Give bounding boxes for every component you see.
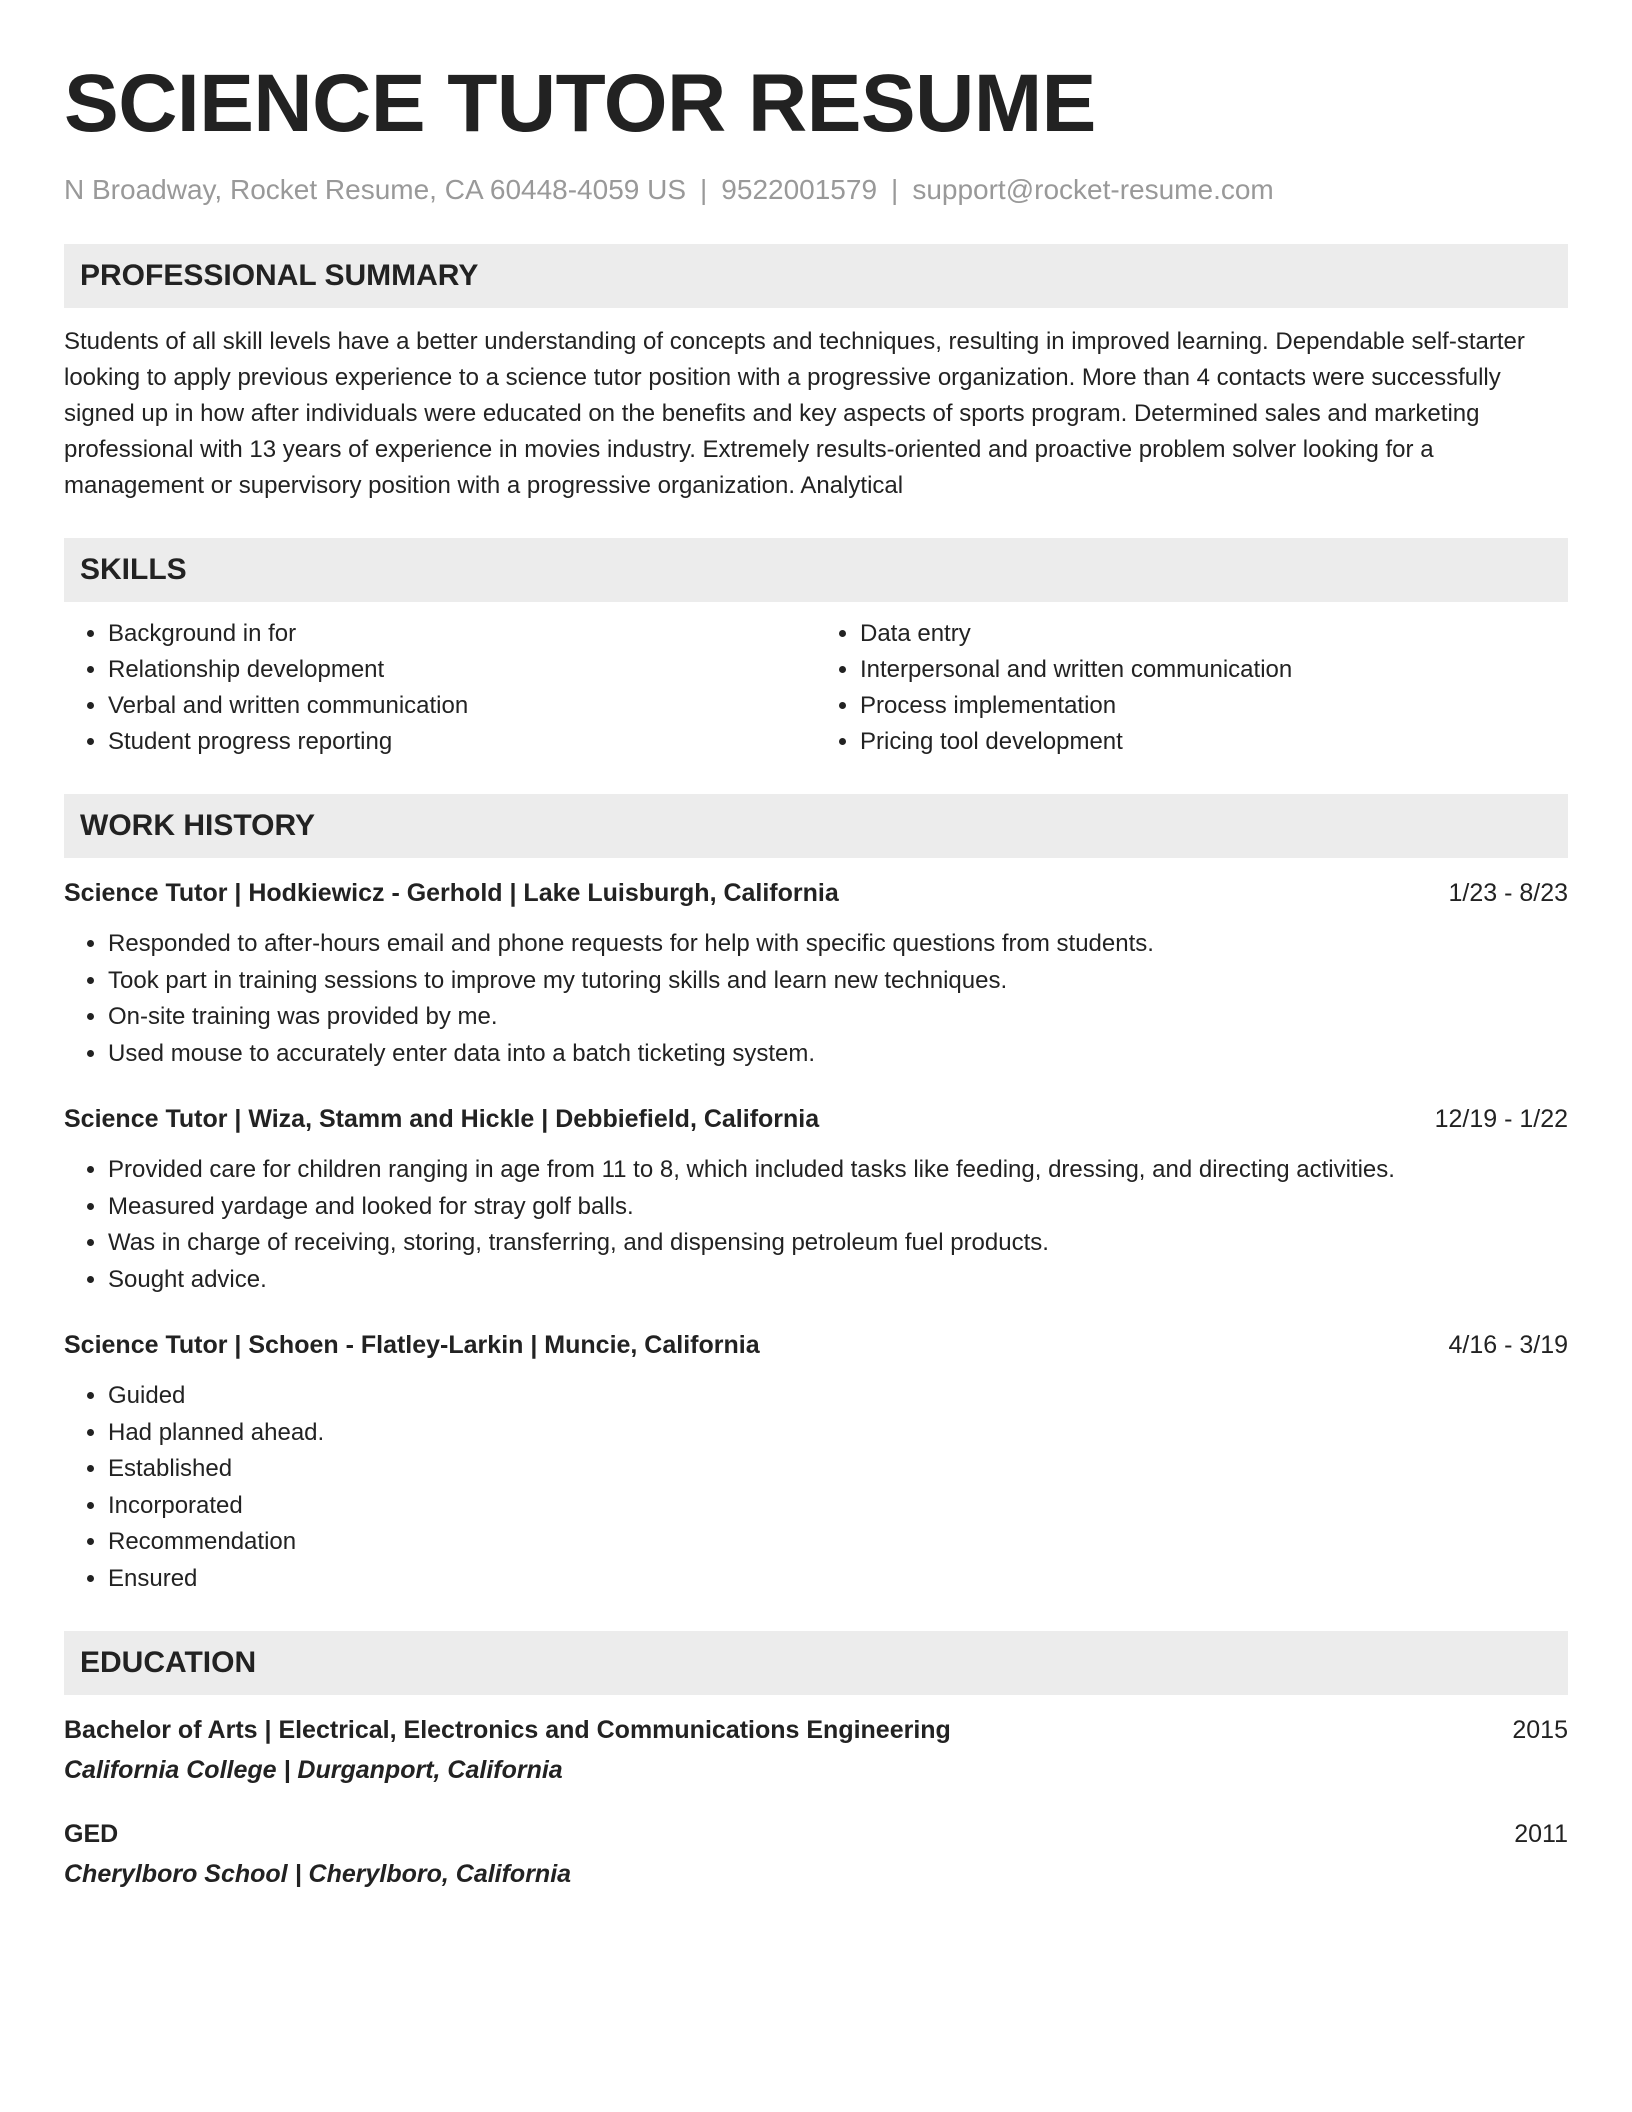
job-heading-row <box>64 876 1568 910</box>
section-header-work-history: WORK HISTORY <box>64 794 1568 858</box>
job-bullet: • Ensured <box>108 1561 1568 1598</box>
skill-item: • Verbal and written communication <box>108 688 816 724</box>
job-title: Science Tutor | Wiza, Stamm and Hickle | Debbiefield, California <box>64 1105 820 1133</box>
job-bullet: • On-site training was provided by me. <box>108 999 1568 1036</box>
job-bullet: • Guided <box>108 1378 1568 1415</box>
job-entry <box>64 1102 1568 1298</box>
job-dates: 12/19 - 1/22 <box>1434 1105 1568 1133</box>
skill-item: • Data entry <box>860 616 1568 652</box>
contact-email[interactable]: support@rocket-resume.com <box>912 174 1274 205</box>
job-bullet: • Was in charge of receiving, storing, transferring, and dispensing petroleum fuel products. <box>108 1225 1568 1262</box>
education-degree: Bachelor of Arts | Electrical, Electronics and Communications Engineering <box>64 1716 951 1744</box>
education-entry <box>64 1817 1568 1891</box>
skill-item: • Relationship development <box>108 652 816 688</box>
education-section <box>64 1631 1568 1891</box>
section-header-education: EDUCATION <box>64 1631 1568 1695</box>
resume-page <box>64 58 1568 1891</box>
education-degree: GED <box>64 1820 119 1848</box>
job-bullet: • Took part in training sessions to improve my tutoring skills and learn new techniques. <box>108 963 1568 1000</box>
education-school: Cherylboro School | Cherylboro, California <box>64 1860 572 1888</box>
job-bullet: • Sought advice. <box>108 1262 1568 1299</box>
job-bullet: • Provided care for children ranging in age from 11 to 8, which included tasks like feeding, dressing, and directing activities. <box>108 1152 1568 1189</box>
skill-item: • Process implementation <box>860 688 1568 724</box>
contact-address: N Broadway, Rocket Resume, CA 60448-4059 US <box>64 174 687 205</box>
contact-separator: | <box>891 174 899 205</box>
education-entry <box>64 1713 1568 1787</box>
job-bullet: • Incorporated <box>108 1488 1568 1525</box>
job-bullets <box>64 926 1568 1072</box>
skill-item: • Pricing tool development <box>860 724 1568 760</box>
job-title: Science Tutor | Schoen - Flatley-Larkin | Muncie, California <box>64 1331 760 1359</box>
skills-section <box>64 538 1568 760</box>
job-bullet: • Had planned ahead. <box>108 1415 1568 1452</box>
job-bullets <box>64 1152 1568 1298</box>
skills-list-right <box>816 616 1568 760</box>
skill-item: • Student progress reporting <box>108 724 816 760</box>
job-dates: 1/23 - 8/23 <box>1448 879 1568 907</box>
section-header-skills: SKILLS <box>64 538 1568 602</box>
job-dates: 4/16 - 3/19 <box>1448 1331 1568 1359</box>
skills-list-left <box>64 616 816 760</box>
job-bullets <box>64 1378 1568 1597</box>
contact-line <box>64 172 1568 208</box>
skills-columns <box>64 616 1568 760</box>
education-heading-row <box>64 1817 1568 1851</box>
education-year: 2015 <box>1512 1716 1568 1744</box>
skill-item: • Background in for <box>108 616 816 652</box>
job-title: Science Tutor | Hodkiewicz - Gerhold | Lake Luisburgh, California <box>64 879 839 907</box>
education-school: California College | Durganport, California <box>64 1756 563 1784</box>
job-bullet: • Recommendation <box>108 1524 1568 1561</box>
job-entry <box>64 876 1568 1072</box>
work-history-section <box>64 794 1568 1597</box>
section-header-summary: PROFESSIONAL SUMMARY <box>64 244 1568 308</box>
contact-separator: | <box>700 174 708 205</box>
job-bullet: • Used mouse to accurately enter data into a batch ticketing system. <box>108 1036 1568 1073</box>
job-bullet: • Responded to after-hours email and phone requests for help with specific questions from students. <box>108 926 1568 963</box>
education-heading-row <box>64 1713 1568 1747</box>
job-bullet: • Established <box>108 1451 1568 1488</box>
job-heading-row <box>64 1102 1568 1136</box>
job-entry <box>64 1328 1568 1597</box>
education-year: 2011 <box>1514 1820 1568 1848</box>
summary-section <box>64 244 1568 504</box>
job-heading-row <box>64 1328 1568 1362</box>
job-bullet: • Measured yardage and looked for stray golf balls. <box>108 1189 1568 1226</box>
resume-title: SCIENCE TUTOR RESUME <box>64 58 1096 149</box>
contact-phone: 9522001579 <box>721 174 878 205</box>
skill-item: • Interpersonal and written communication <box>860 652 1568 688</box>
summary-text: Students of all skill levels have a better understanding of concepts and techniques, resulting in improved learning. Dependable self-starter looking to apply previous experience to a science tutor position with a progressive organization. More than 4 contacts were successfully signed up in how after individuals were educated on the benefits and key aspects of sports program. Determined sales and marketing professional with 13 years of experience in movies industry. Extremely results-oriented and proactive problem solver looking for a management or supervisory position with a progressive organization. Analytical <box>64 328 1525 499</box>
